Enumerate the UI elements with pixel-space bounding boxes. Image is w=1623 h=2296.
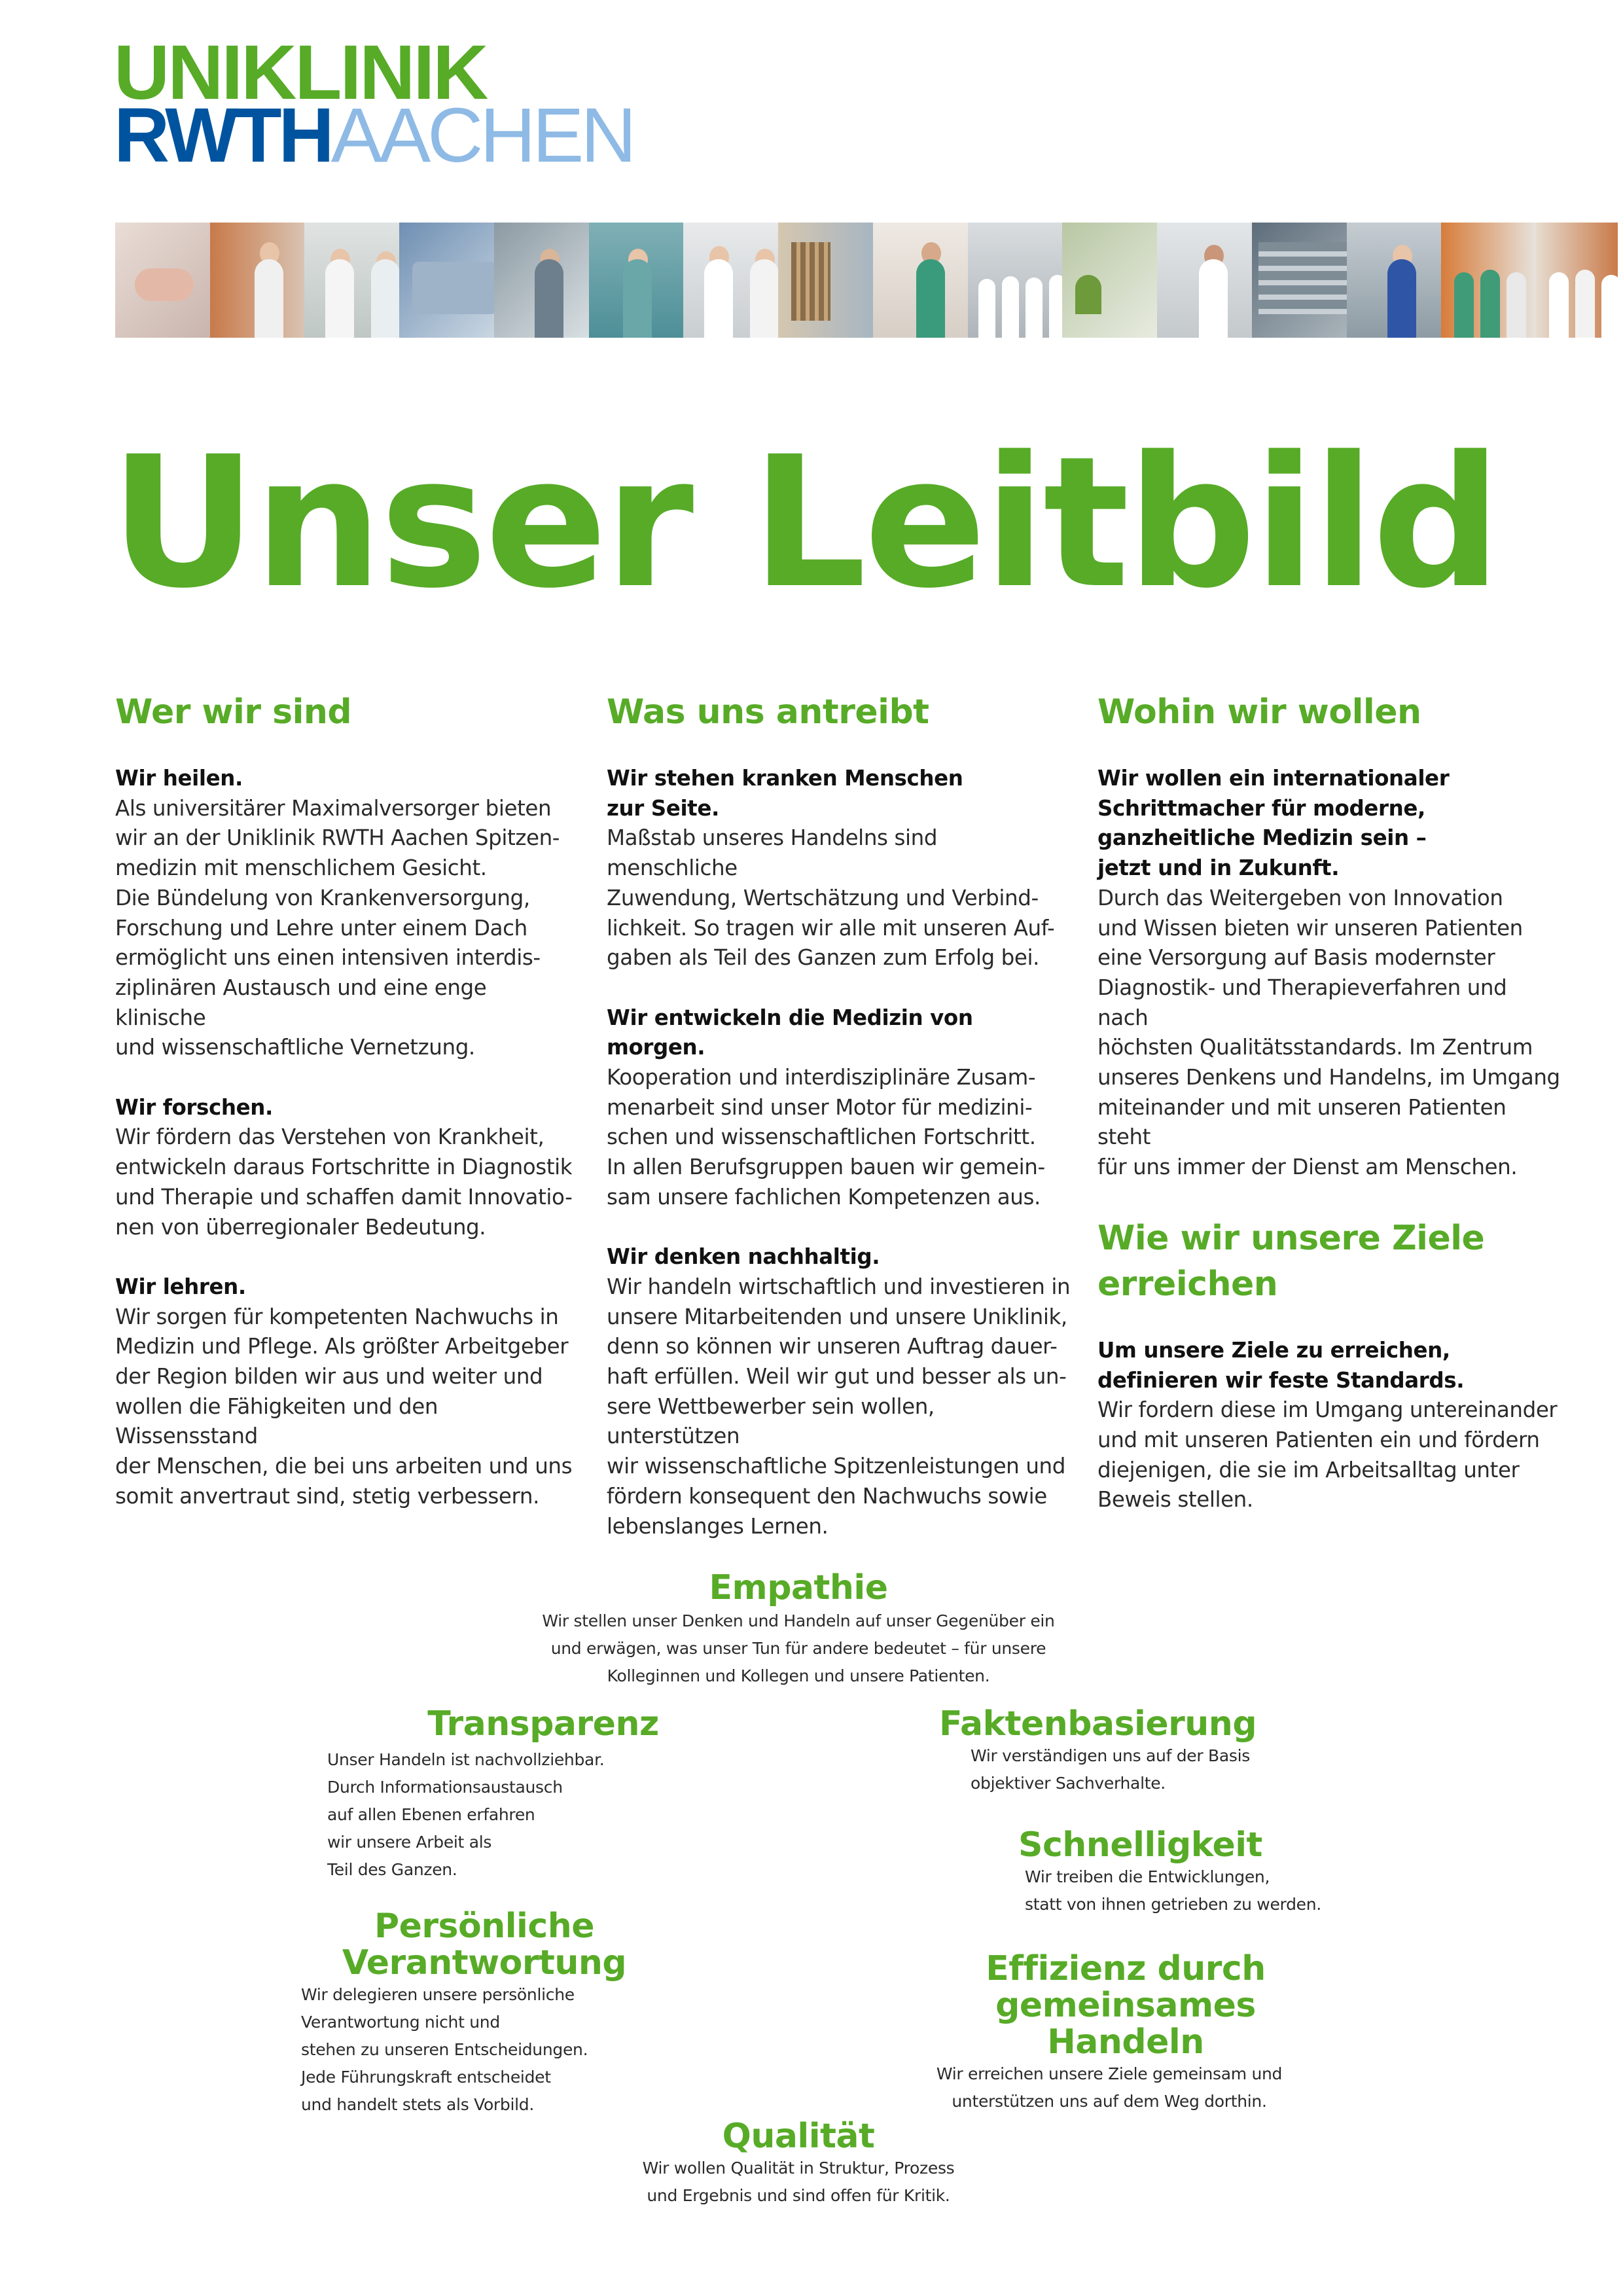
photo-doctors-group [1536,223,1618,338]
photo-lab-equipment [1252,223,1347,338]
value-schnelligkeit [1018,1827,1607,1918]
value-text: Wir erreichen unsere Ziele gemeinsam und unterstützen uns auf dem Weg dorthin. [936,2064,1283,2111]
photo-nurse [210,223,305,338]
photo-nursing-team [1441,223,1536,338]
paragraph-text: Kooperation und interdisziplinäre Zusam- menarbeit sind unser Motor für medizini- schen und wissenschaftlichen Fortschritt. In allen Berufsgruppen bauen wir gemein- sam unsere fachlichen Kompetenzen aus. [607,1065,1045,1210]
photo-researcher [1157,223,1252,338]
value-effizienz [916,1950,1571,2115]
column-what-drives-us [607,689,1071,1571]
value-faktenbasierung [939,1706,1528,1797]
value-empathie [504,1570,1093,1690]
column-where-we-go [1097,689,1562,1545]
photo-two-doctors [683,223,778,338]
paragraph-text: Wir fördern das Verstehen von Krankheit, entwickeln daraus Fortschritte in Diagnostik und Therapie und schaffen damit Innovatio- nen von überregionaler Bedeutung. [115,1124,573,1240]
paragraph-lead: Wir denken nachhaltig. [607,1244,880,1270]
logo-rwth-aachen [114,92,633,179]
photo-lab-microscope [494,223,589,338]
column-heading-goals: Wie wir unsere Ziele erreichen [1097,1218,1485,1304]
photo-baby-feet [115,223,210,338]
column-heading: Wer wir sind [115,692,352,732]
value-transparenz [294,1706,792,1742]
paragraph-text: Wir sorgen für kompetenten Nachwuchs in Medizin und Pflege. Als größter Arbeitgeber der Region bilden wir aus und weiter und wollen die Fähigkeiten und den Wissensstand der Menschen, die bei uns arbeiten und uns somit anvertraut sind, stetig verbessern. [115,1304,573,1509]
photo-doctors-meeting [304,223,399,338]
value-title: Qualität [722,2117,875,2156]
paragraph-lead: Wir entwickeln die Medizin von morgen. [607,1005,973,1060]
photo-surgery [399,223,494,338]
column-heading: Was uns antreibt [607,692,929,732]
value-title: Persönliche Verantwortung [342,1907,627,1982]
value-text: Wir treiben die Entwicklungen, statt von ihnen getrieben zu werden. [1025,1867,1321,1914]
photo-technician [1347,223,1442,338]
photo-library [778,223,873,338]
paragraph-lead: Wir forschen. [115,1094,273,1120]
photo-strip [115,223,1618,338]
paragraph-lead: Um unsere Ziele zu erreichen, definieren wir feste Standards. [1097,1337,1465,1393]
paragraph-text: Als universitärer Maximalversorger bieten wir an der Uniklinik RWTH Aachen Spitzen- medizin mit menschlichem Gesicht. Die Bündelung von Krankenversorgung, Forschung und Lehre unter einem Dach ermöglicht uns einen intensiven interdis- ziplinären Austausch und eine enge klinische und wissenschaftliche Vernetzung. [115,795,560,1060]
value-text: Unser Handeln ist nachvollziehbar. Durch Informationsaustausch auf allen Ebenen erfahren wir unsere Arbeit als Teil des Ganzen. [327,1750,605,1879]
paragraph-text: Wir fordern diese im Umgang untereinander und mit unseren Patienten ein und fördern diejenigen, die sie im Arbeitsalltag unter Beweis stellen. [1097,1397,1558,1513]
paragraph-lead: Wir lehren. [115,1274,246,1299]
photo-team-group [968,223,1063,338]
column-heading: Wohin wir wollen [1097,692,1421,732]
value-text: Wir wollen Qualität in Struktur, Prozess und Ergebnis und sind offen für Kritik. [642,2159,955,2205]
value-qualitaet [504,2118,1093,2210]
paragraph-lead: Wir stehen kranken Menschen zur Seite. [607,766,963,821]
value-title: Transparenz [427,1704,659,1744]
photo-smiling-woman [873,223,968,338]
paragraph-lead: Wir heilen. [115,766,243,791]
value-title: Effizienz durch gemeinsames Handeln [986,1949,1266,2062]
paragraph-text: Maßstab unseres Handelns sind menschliche Zuwendung, Wertschätzung und Verbind- lichkeit. So tragen wir alle mit unseren Auf- gaben als Teil des Ganzen zum Erfolg bei. [607,825,1055,971]
logo-uniklinik: UNIKLINIK [114,29,487,116]
column-who-we-are [115,689,580,1541]
value-title: Schnelligkeit [1018,1825,1262,1865]
photo-lab-plants [1062,223,1157,338]
page-title: Unser Leitbild [110,418,1499,628]
value-title: Faktenbasierung [939,1704,1257,1744]
value-transparenz-text [327,1746,668,1884]
value-title: Empathie [709,1568,888,1607]
logo-rwth: RWTH [114,92,331,179]
value-text: Wir stellen unser Denken und Handeln auf unser Gegenüber ein und erwägen, was unser Tun für andere bedeutet – für unsere Kolleginnen und Kollegen und unsere Patienten. [542,1611,1055,1685]
logo-aachen: AACHEN [330,92,633,179]
paragraph-text: Wir handeln wirtschaftlich und investieren in unsere Mitarbeitenden und unsere Uniklinik, denn so können wir unseren Auftrag dauer- haft erfüllen. Weil wir gut und besser als un- sere Wettbewerber sein wollen, unterstützen wir wissenschaftliche Spitzenleistungen und fördern konsequent den Nachwuchs sowie lebenslanges Lernen. [607,1274,1071,1539]
value-text: Wir verständigen uns auf der Basis objektiver Sachverhalte. [971,1746,1250,1793]
paragraph-lead: Wir wollen ein internationaler Schrittmacher für moderne, ganzheitliche Medizin sein – jetzt und in Zukunft. [1097,766,1450,881]
photo-or-team [589,223,684,338]
paragraph-text: Durch das Weitergeben von Innovation und Wissen bieten wir unseren Patienten eine Versorgung auf Basis modernster Diagnostik- und Therapieverfahren und nach höchsten Qualitätsstandards. Im Zentrum unseres Denkens und Handelns, im Umgang miteinander und mit unseren Patienten steht für uns immer der Dienst am Menschen. [1097,885,1560,1180]
value-verantwortung [262,1908,838,2119]
value-text: Wir delegieren unsere persönliche Verantwortung nicht und stehen zu unseren Entscheidungen. Jede Führungskraft entscheidet und handelt stets als Vorbild. [301,1985,588,2114]
